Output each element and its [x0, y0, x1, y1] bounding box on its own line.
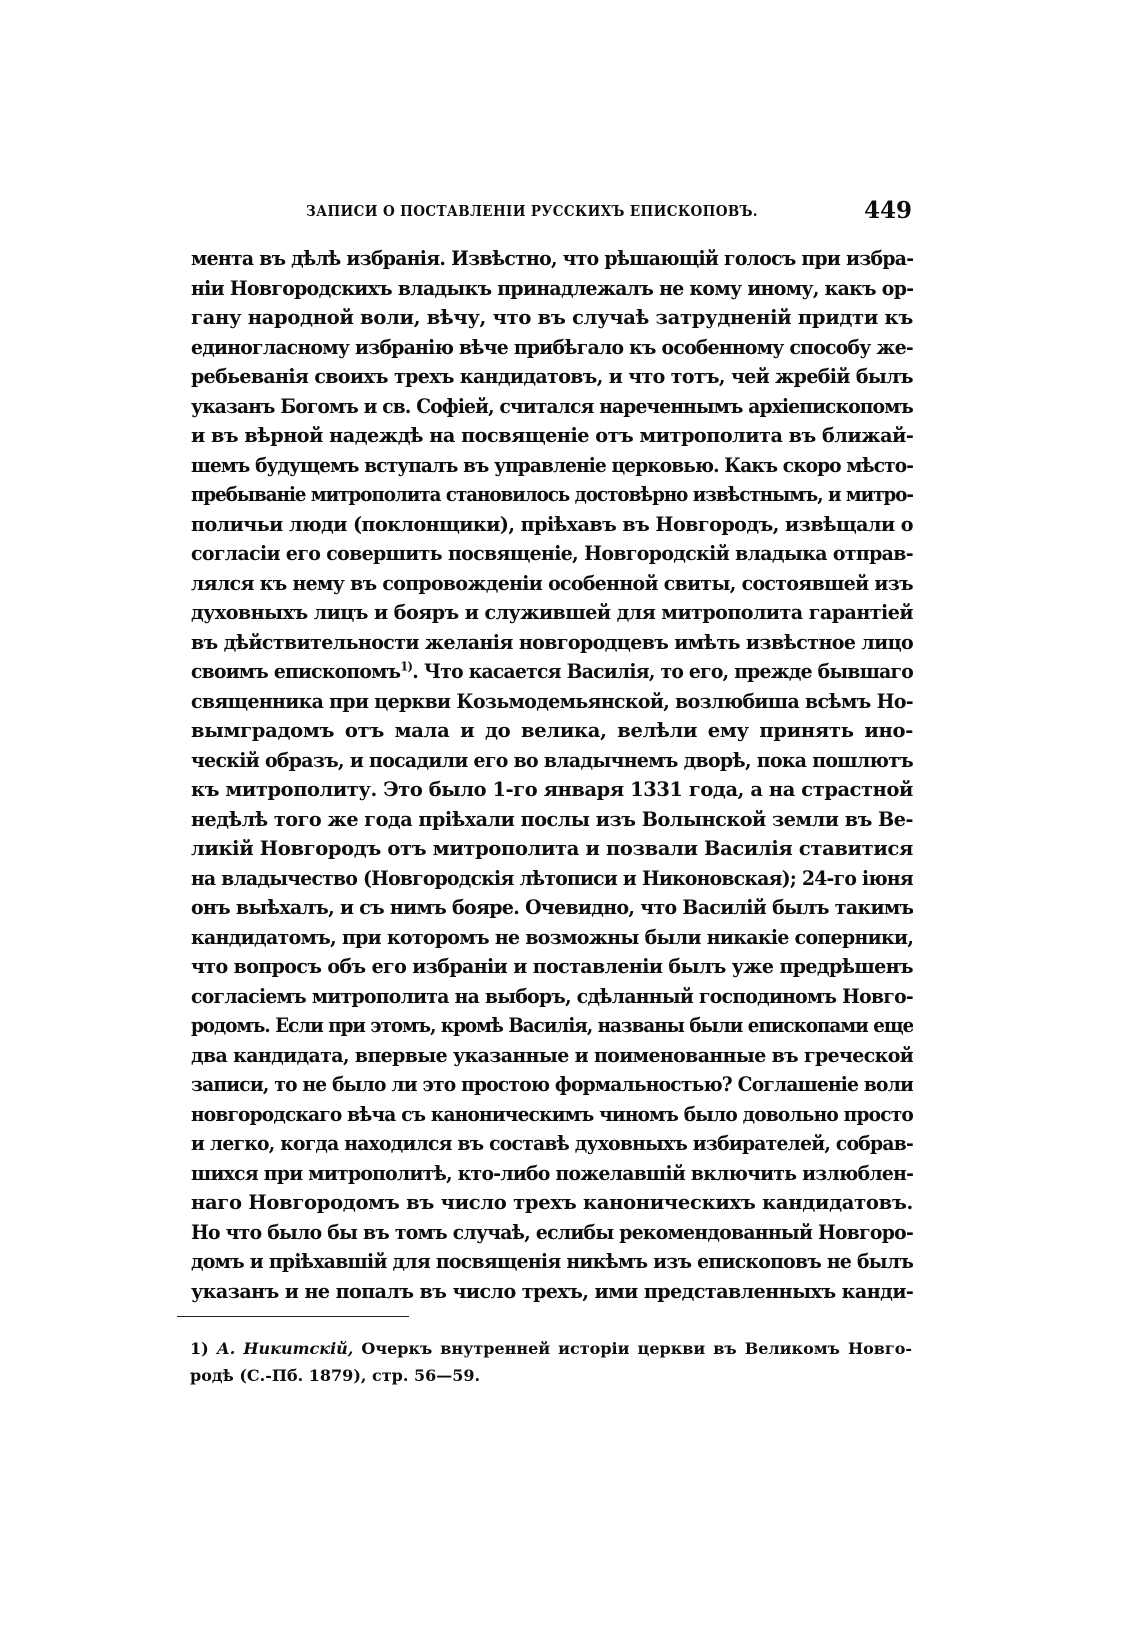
text-line: записи, то не было ли это простою формальностью? Соглашеніе воли — [191, 1073, 913, 1096]
text-line: поличьи люди (поклонщики), пріѣхавъ въ Новгородъ, извѣщали о — [191, 512, 913, 536]
text-line: къ митрополиту. Это было 1-го января 1331 года, а на страстной — [191, 778, 913, 801]
text-line: онъ выѣхалъ, и съ нимъ бояре. Очевидно, что Василій былъ такимъ — [191, 896, 913, 919]
text-line: шихся при митрополитѣ, кто-либо пожелавшій включить излюблен- — [191, 1161, 913, 1185]
text-line: вымградомъ отъ мала и до велика, велѣли ему принять ино- — [191, 719, 913, 742]
text-line: два кандидата, впервые указанные и поименованные въ греческой — [191, 1043, 913, 1067]
page-header — [306, 197, 912, 227]
footnote-text: Очеркъ внутренней исторіи церкви въ Великомъ Новго- — [353, 1339, 912, 1358]
footnote-block — [190, 1335, 912, 1389]
text-line: священника при церкви Козьмодемьянской, возлюбиша всѣмъ Но- — [191, 689, 913, 713]
text-line: домъ и пріѣхавшій для посвященія никѣмъ изъ епископовъ не былъ — [191, 1250, 913, 1273]
text-line: ликій Новгородъ отъ митрополита и позвали Василія ставитися — [191, 837, 913, 860]
text-line: указанъ Богомъ и св. Софіей, считался нареченнымъ архіепископомъ — [191, 394, 913, 418]
footnote-line — [190, 1335, 912, 1362]
page-number: 449 — [863, 197, 912, 224]
text-line: кандидатомъ, при которомъ не возможны были никакіе соперники, — [191, 925, 913, 949]
footnote-marker: 1) — [190, 1339, 209, 1358]
text-line: родомъ. Если при этомъ, кромѣ Василія, названы были епископами еще — [191, 1014, 913, 1037]
text-line: мента въ дѣлѣ избранія. Извѣстно, что рѣшающій голосъ при избра- — [191, 247, 913, 270]
text-line: ребьеванія своихъ трехъ кандидатовъ, и что тотъ, чей жребій былъ — [191, 365, 913, 388]
line-fragment: . Что касается Василія, то его, прежде бывшаго — [412, 660, 913, 683]
text-line: и легко, когда находился въ составѣ духовныхъ избирателей, собрав- — [191, 1132, 913, 1155]
text-line: шемъ будущемъ вступалъ въ управленіе церковью. Какъ скоро мѣсто- — [191, 453, 913, 477]
running-title: ЗАПИСИ О ПОСТАВЛЕНІИ РУССКИХЪ ЕПИСКОПОВЪ. — [306, 203, 758, 220]
text-line: пребываніе митрополита становилось достовѣрно извѣстнымъ, и митро- — [191, 483, 913, 506]
text-line: ческій образъ, и посадили его во владычнемъ дворѣ, пока пошлютъ — [191, 748, 913, 772]
main-text — [191, 244, 913, 1306]
text-line: на владычество (Новгородскія лѣтописи и Никоновская); 24-го іюня — [191, 866, 913, 890]
text-line: единогласному избранію вѣче прибѣгало къ особенному способу же- — [191, 335, 913, 359]
text-line: новгородскаго вѣча съ каноническимъ чиномъ было довольно просто — [191, 1102, 913, 1126]
text-line: въ дѣйствительности желанія новгородцевъ имѣть извѣстное лицо — [191, 630, 913, 654]
text-line: согласіи его совершить посвященіе, Новгородскій владыка отправ- — [191, 542, 913, 565]
text-line: Но что было бы въ томъ случаѣ, еслибы рекомендованный Новгоро- — [191, 1220, 913, 1244]
text-line: недѣлѣ того же года пріѣхали послы изъ Волынской земли въ Ве- — [191, 807, 913, 831]
footnote-author: А. Никитскій, — [216, 1339, 354, 1358]
text-line: лялся къ нему въ сопровожденіи особенной свиты, состоявшей изъ — [191, 571, 913, 595]
footnote-line: родѣ (С.-Пб. 1879), стр. 56—59. — [190, 1366, 481, 1385]
text-line: ніи Новгородскихъ владыкъ принадлежалъ не кому иному, какъ ор- — [191, 276, 913, 300]
text-line: гану народной воли, вѣчу, что въ случаѣ затрудненій придти къ — [191, 306, 913, 329]
line-fragment: своимъ епископомъ — [191, 660, 401, 683]
text-line: духовныхъ лицъ и бояръ и служившей для митрополита гарантіей — [191, 601, 913, 624]
footnote-divider — [177, 1316, 409, 1317]
text-line: согласіемъ митрополита на выборъ, сдѣланный господиномъ Новго- — [191, 984, 913, 1008]
text-line-with-footnote-ref — [191, 657, 913, 687]
text-line: и въ вѣрной надеждѣ на посвященіе отъ митрополита въ ближай- — [191, 424, 913, 447]
text-line: что вопросъ объ его избраніи и поставленіи былъ уже предрѣшенъ — [191, 955, 913, 978]
footnote-reference[interactable]: 1) — [400, 659, 413, 674]
text-line: наго Новгородомъ въ число трехъ каноническихъ кандидатовъ. — [191, 1191, 913, 1214]
text-line: указанъ и не попалъ въ число трехъ, ими представленныхъ канди- — [191, 1279, 913, 1303]
